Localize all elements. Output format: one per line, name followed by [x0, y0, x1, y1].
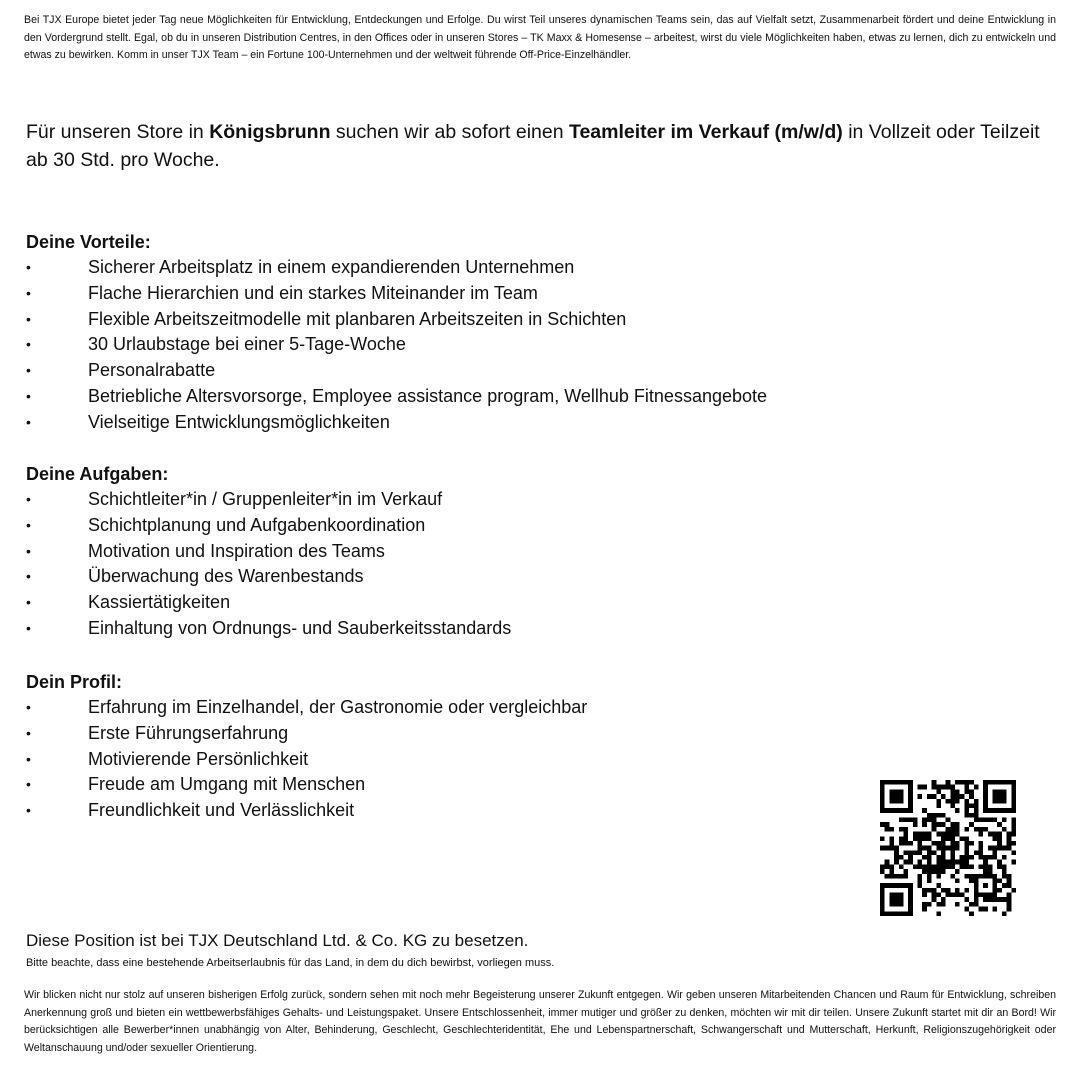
list-item	[26, 307, 926, 333]
list-item-text: Motivation und Inspiration des Teams	[88, 540, 385, 561]
bullet-icon: •	[26, 336, 31, 353]
list-item-text: Erfahrung im Einzelhandel, der Gastronomie oder vergleichbar	[88, 697, 588, 717]
list-item	[26, 721, 926, 747]
list-item	[26, 747, 926, 773]
bullet-icon: •	[26, 594, 31, 611]
profile-section	[26, 669, 926, 824]
list-item-text: Einhaltung von Ordnungs- und Sauberkeitsstandards	[88, 617, 512, 638]
list-item	[26, 487, 926, 513]
tasks-title: Deine Aufgaben:	[26, 464, 169, 484]
list-item	[26, 384, 926, 410]
bullet-icon: •	[26, 491, 31, 507]
list-item	[26, 358, 926, 384]
list-item	[26, 410, 926, 436]
list-item	[26, 281, 926, 307]
bullet-icon: •	[26, 387, 31, 404]
list-item-text: Freude am Umgang mit Menschen	[88, 774, 366, 795]
list-item	[26, 332, 926, 358]
list-item-text: Schichtleiter*in / Gruppenleiter*in im Verkauf	[88, 489, 443, 509]
headline-part2: suchen wir ab sofort einen	[330, 121, 569, 143]
list-item-text: Kassiertätigkeiten	[88, 592, 231, 613]
bullet-icon: •	[26, 259, 31, 275]
list-item	[26, 255, 926, 281]
intro-paragraph: Bei TJX Europe bietet jeder Tag neue Möglichkeiten für Entwicklung, Entdeckungen und Erfolge. Du wirst Teil unseres dynamischen Teams sein, das auf Vielfalt setzt, Zusammenarbeit fördert und deine Entwicklung in den Vordergrund stellt. Egal, ob du in unseren Distribution Centres, in den Offices oder in unseren Stores – TK Maxx & Homesense – arbeitest, wirst du viele Möglichkeiten haben, etwas zu lernen, dich zu entwickeln und etwas zu bewirken. Komm in unser TJX Team – ein Fortune 100-Unternehmen und der weltweit führende Off-Price-Einzelhändler.	[24, 14, 1056, 61]
list-item-text: Erste Führungserfahrung	[88, 722, 289, 743]
bullet-icon: •	[26, 516, 31, 533]
work-permit-note: Bitte beachte, dass eine bestehende Arbeitserlaubnis für das Land, in dem du dich bewirbst, vorliegen muss.	[26, 957, 555, 969]
list-item-text: Motivierende Persönlichkeit	[88, 748, 309, 769]
benefits-section	[26, 229, 926, 436]
bullet-icon: •	[26, 750, 31, 767]
list-item-text: Überwachung des Warenbestands	[88, 566, 364, 587]
benefits-list	[26, 255, 926, 436]
list-item-text: Betriebliche Altersvorsorge, Employee assistance program, Wellhub Fitnessangebote	[88, 385, 768, 406]
profile-list	[26, 695, 926, 824]
closing-paragraph: Wir blicken nicht nur stolz auf unseren bisherigen Erfolg zurück, sondern sehen mit noch mehr Begeisterung unserer Zukunft entgegen. Wir geben unseren Mitarbeitenden Chancen und Raum für Entwicklung, schreiben Anerkennung groß und bieten ein wettbewerbsfähiges Gehalts- und Leistungspaket. Unsere Entschlossenheit, immer mutiger und größer zu denken, möchten wir mit dir teilen. Unsere Zukunft startet mit dir an Bord! Wir berücksichtigen alle Bewerber*innen unabhängig von Alter, Behinderung, Geschlecht, Geschlechteridentität, Ehe und Lebenspartnerschaft, Schwangerschaft und Mutterschaft, Herkunft, Religionszugehörigkeit oder Weltanschauung und/oder sexueller Orientierung.	[24, 989, 1056, 1054]
bullet-icon: •	[26, 699, 31, 715]
qr-code[interactable]	[880, 780, 1016, 916]
position-statement: Diese Position ist bei TJX Deutschland Ltd. & Co. KG zu besetzen.	[26, 931, 529, 950]
list-item-text: 30 Urlaubstage bei einer 5-Tage-Woche	[88, 334, 406, 355]
tasks-section	[26, 461, 926, 642]
list-item	[26, 695, 926, 721]
list-item	[26, 616, 926, 642]
list-item	[26, 798, 926, 824]
bullet-icon: •	[26, 284, 31, 301]
list-item-text: Schichtplanung und Aufgabenkoordination	[88, 514, 426, 535]
bullet-icon: •	[26, 724, 31, 741]
list-item-text: Flexible Arbeitszeitmodelle mit planbaren Arbeitszeiten in Schichten	[88, 308, 627, 329]
list-item	[26, 539, 926, 565]
bullet-icon: •	[26, 362, 31, 379]
list-item	[26, 513, 926, 539]
list-item	[26, 590, 926, 616]
bullet-icon: •	[26, 413, 31, 430]
bullet-icon: •	[26, 542, 31, 559]
list-item-text: Freundlichkeit und Verlässlichkeit	[88, 800, 355, 821]
job-role: Teamleiter im Verkauf (m/w/d)	[568, 121, 843, 143]
list-item-text: Sicherer Arbeitsplatz in einem expandierenden Unternehmen	[88, 257, 575, 277]
list-item	[26, 564, 926, 590]
bullet-icon: •	[26, 776, 31, 793]
list-item-text: Personalrabatte	[88, 360, 216, 381]
list-item-text: Vielseitige Entwicklungsmöglichkeiten	[88, 411, 390, 432]
profile-title: Dein Profil:	[26, 672, 123, 692]
benefits-title: Deine Vorteile:	[26, 232, 151, 252]
list-item	[26, 772, 926, 798]
store-location: Königsbrunn	[209, 121, 331, 143]
headline-part3: in Vollzeit oder Teilzeit ab 30 Std. pro Woche.	[26, 121, 1040, 171]
list-item-text: Flache Hierarchien und ein starkes Miteinander im Team	[88, 282, 538, 303]
headline-part1: Für unseren Store in	[26, 121, 210, 143]
job-headline	[26, 118, 1066, 174]
bullet-icon: •	[26, 568, 31, 585]
bullet-icon: •	[26, 310, 31, 327]
bullet-icon: •	[26, 802, 31, 819]
tasks-list	[26, 487, 926, 642]
bullet-icon: •	[26, 619, 31, 636]
